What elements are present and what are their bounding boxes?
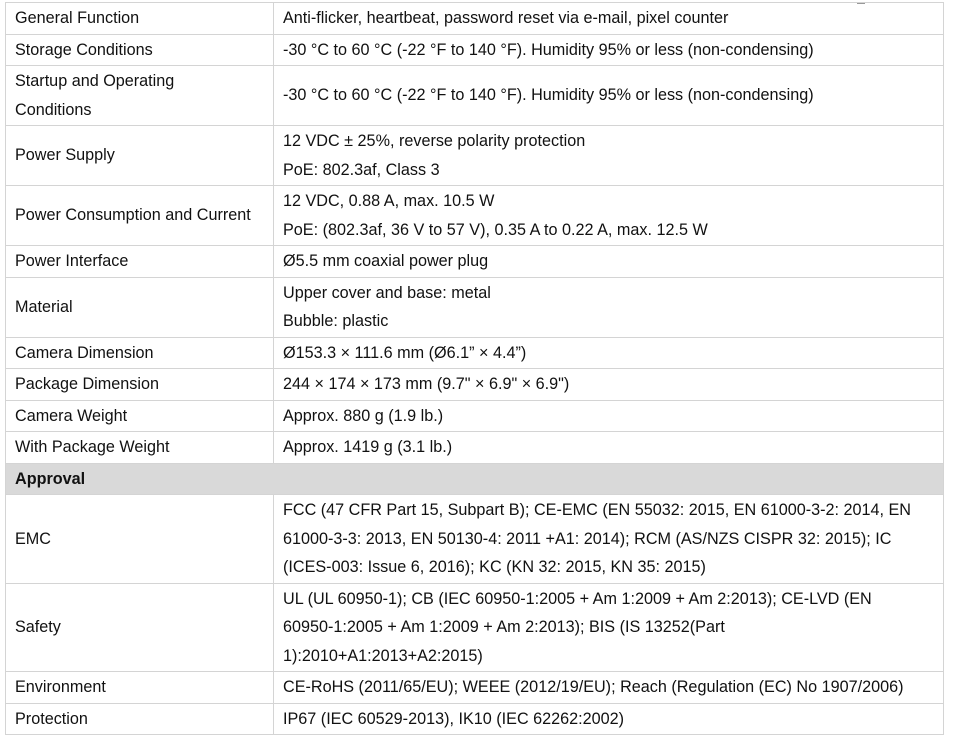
spec-row xyxy=(6,246,944,278)
spec-label-cell xyxy=(6,34,274,66)
spec-label: Material xyxy=(15,297,73,316)
spec-row xyxy=(6,400,944,432)
spec-value-line: -30 °C to 60 °C (-22 °F to 140 °F). Humidity 95% or less (non-condensing) xyxy=(283,86,814,105)
spec-label-cell xyxy=(6,703,274,735)
spec-sheet xyxy=(5,2,943,735)
spec-label-cell xyxy=(6,186,274,246)
spec-table-body xyxy=(6,3,944,735)
spec-label: Power Consumption and Current xyxy=(15,206,251,225)
spec-label: Power Interface xyxy=(15,252,129,270)
spec-value-cell xyxy=(274,126,944,186)
spec-value-line: Approx. 1419 g (3.1 lb.) xyxy=(283,438,453,456)
section-header-row xyxy=(6,463,944,495)
spec-label-cell xyxy=(6,400,274,432)
spec-label: Package Dimension xyxy=(15,375,159,393)
spec-row xyxy=(6,34,944,66)
spec-row xyxy=(6,495,944,584)
spec-value-line: 61000-3-3: 2013, EN 50130-4: 2011 +A1: 2014); RCM (AS/NZS CISPR 32: 2015); IC xyxy=(283,529,892,548)
spec-value-cell xyxy=(274,400,944,432)
spec-value-cell xyxy=(274,495,944,584)
spec-table xyxy=(5,2,944,735)
spec-row xyxy=(6,369,944,401)
spec-value-cell xyxy=(274,583,944,672)
spec-value-line: Ø5.5 mm coaxial power plug xyxy=(283,252,489,270)
spec-value-cell xyxy=(274,277,944,337)
spec-label: Environment xyxy=(15,678,106,696)
spec-row xyxy=(6,277,944,337)
spec-label-cell xyxy=(6,66,274,126)
spec-label-cell xyxy=(6,246,274,278)
spec-label: General Function xyxy=(15,9,140,27)
spec-label: Storage Conditions xyxy=(15,40,153,59)
spec-row xyxy=(6,583,944,672)
spec-value-line: FCC (47 CFR Part 15, Subpart B); CE-EMC (EN 55032: 2015, EN 61000-3-2: 2014, EN xyxy=(283,501,911,519)
spec-label-cell xyxy=(6,369,274,401)
spec-value-line: Approx. 880 g (1.9 lb.) xyxy=(283,406,444,425)
spec-value-cell xyxy=(274,703,944,735)
spec-label: Camera Weight xyxy=(15,406,128,425)
spec-row xyxy=(6,3,944,35)
spec-label-cell xyxy=(6,337,274,369)
spec-label-line: Conditions xyxy=(15,100,92,119)
spec-value-cell xyxy=(274,34,944,66)
spec-value-cell xyxy=(274,66,944,126)
page-edge-mark xyxy=(857,0,865,4)
section-title: Approval xyxy=(6,463,944,495)
spec-row xyxy=(6,186,944,246)
spec-value-line: 12 VDC ± 25%, reverse polarity protection xyxy=(283,132,586,150)
spec-value-line: Bubble: plastic xyxy=(283,312,389,330)
spec-row xyxy=(6,672,944,704)
spec-label-cell xyxy=(6,672,274,704)
spec-value-line: Ø153.3 × 111.6 mm (Ø6.1” × 4.4”) xyxy=(283,343,527,362)
spec-label-cell xyxy=(6,432,274,464)
spec-label: EMC xyxy=(15,529,51,548)
spec-row xyxy=(6,126,944,186)
spec-label-cell xyxy=(6,3,274,35)
spec-label-line: Startup and Operating xyxy=(15,72,175,90)
spec-label: Protection xyxy=(15,709,88,728)
spec-value-line: UL (UL 60950-1); CB (IEC 60950-1:2005 + Am 1:2009 + Am 2:2013); CE-LVD (EN xyxy=(283,589,872,608)
spec-value-line: 1):2010+A1:2013+A2:2015) xyxy=(283,646,483,665)
spec-value-cell xyxy=(274,246,944,278)
spec-row xyxy=(6,703,944,735)
spec-row xyxy=(6,432,944,464)
spec-value-cell xyxy=(274,337,944,369)
spec-value-line: Anti-flicker, heartbeat, password reset via e-mail, pixel counter xyxy=(283,9,729,27)
spec-value-line: (ICES-003: Issue 6, 2016); KC (KN 32: 2015, KN 35: 2015) xyxy=(283,558,706,576)
spec-value-cell xyxy=(274,369,944,401)
spec-value-line: 244 × 174 × 173 mm (9.7" × 6.9" × 6.9") xyxy=(283,375,570,393)
spec-row xyxy=(6,337,944,369)
spec-label: With Package Weight xyxy=(15,438,170,456)
spec-label-cell xyxy=(6,583,274,672)
spec-value-cell xyxy=(274,672,944,704)
spec-value-line: -30 °C to 60 °C (-22 °F to 140 °F). Humidity 95% or less (non-condensing) xyxy=(283,40,814,59)
spec-value-line: PoE: 802.3af, Class 3 xyxy=(283,160,440,179)
spec-value-line: CE-RoHS (2011/65/EU); WEEE (2012/19/EU); Reach (Regulation (EC) No 1907/2006) xyxy=(283,678,904,696)
spec-value-line: 12 VDC, 0.88 A, max. 10.5 W xyxy=(283,192,495,210)
spec-value-cell xyxy=(274,3,944,35)
spec-label: Power Supply xyxy=(15,146,115,165)
spec-value-cell xyxy=(274,432,944,464)
spec-value-line: 60950-1:2005 + Am 1:2009 + Am 2:2013); BIS (IS 13252(Part xyxy=(283,618,725,636)
spec-value-line: Upper cover and base: metal xyxy=(283,283,491,302)
spec-row xyxy=(6,66,944,126)
spec-label-cell xyxy=(6,495,274,584)
spec-label: Safety xyxy=(15,618,61,636)
spec-value-cell xyxy=(274,186,944,246)
spec-value-line: IP67 (IEC 60529-2013), IK10 (IEC 62262:2002) xyxy=(283,709,625,728)
spec-label: Camera Dimension xyxy=(15,343,154,362)
spec-label-cell xyxy=(6,277,274,337)
spec-value-line: PoE: (802.3af, 36 V to 57 V), 0.35 A to 0.22 A, max. 12.5 W xyxy=(283,220,708,239)
spec-label-cell xyxy=(6,126,274,186)
